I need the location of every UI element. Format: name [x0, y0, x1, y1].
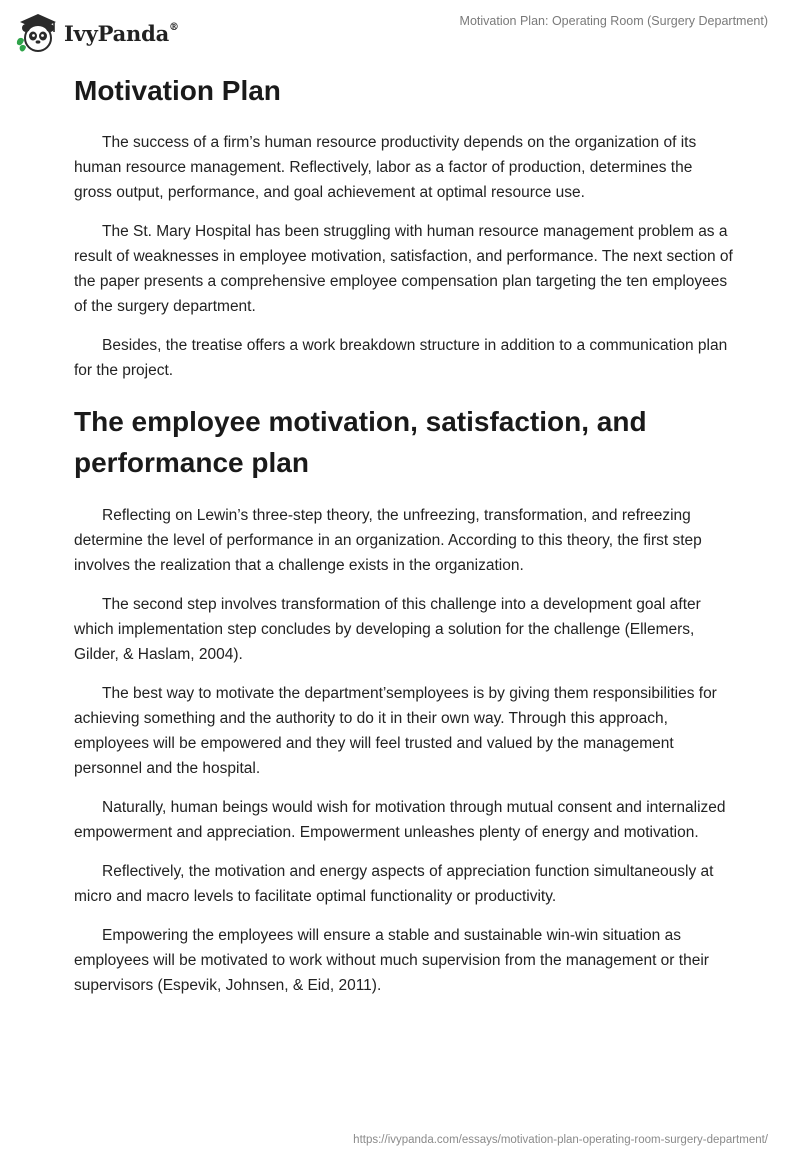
- paragraph: Empowering the employees will ensure a stable and sustainable win-win situation as employees will be motivated to work without much supervision from the management or their supervisors (Espevik, Johnsen, & Eid, 2011).: [74, 927, 709, 994]
- section-heading-motivation-plan: Motivation Plan: [74, 75, 281, 106]
- paragraph: Reflectively, the motivation and energy aspects of appreciation function simultaneously at micro and macro levels to facilitate optimal functionality or productivity.: [74, 863, 714, 905]
- essay-content: [74, 70, 734, 1012]
- registered-mark: ®: [169, 21, 179, 33]
- panda-logo-icon: [14, 10, 60, 56]
- section-heading-employee-plan: The employee motivation, satisfaction, and performance plan: [74, 406, 647, 478]
- source-url-link[interactable]: https://ivypanda.com/essays/motivation-plan-operating-room-surgery-department/: [353, 1134, 768, 1146]
- paragraph: The success of a firm’s human resource productivity depends on the organization of its human resource management. Reflectively, labor as a factor of production, determines the gross output, performance, and goal achievement at optimal resource use.: [74, 134, 697, 201]
- paragraph: Besides, the treatise offers a work breakdown structure in addition to a communication plan for the project.: [74, 337, 728, 379]
- ivypanda-logo[interactable]: [14, 9, 179, 57]
- paragraph: Reflecting on Lewin’s three-step theory, the unfreezing, transformation, and refreezing determine the level of performance in an organization. According to this theory, the first step involves the realization that a challenge exists in the organization.: [74, 507, 702, 574]
- paragraph: The best way to motivate the department’semployees is by giving them responsibilities for achieving something and the authority to do it in their own way. Through this approach, employees will be empowered and they will feel trusted and valued by the management personnel and the hospital.: [74, 685, 717, 777]
- brand-name: IvyPanda®: [64, 20, 179, 46]
- paragraph: The St. Mary Hospital has been struggling with human resource management problem as a result of weaknesses in employee motivation, satisfaction, and performance. The next section of the paper presents a comprehensive employee compensation plan targeting the ten employees of the surgery department.: [74, 223, 733, 315]
- document-title: Motivation Plan: Operating Room (Surgery Department): [459, 14, 768, 28]
- page-header: [0, 0, 800, 66]
- paragraph: Naturally, human beings would wish for motivation through mutual consent and internalized empowerment and appreciation. Empowerment unleashes plenty of energy and motivation.: [74, 799, 726, 841]
- paragraph: The second step involves transformation of this challenge into a development goal after which implementation step concludes by developing a solution for the challenge (Ellemers, Gilder, & Haslam, 2004).: [74, 596, 701, 663]
